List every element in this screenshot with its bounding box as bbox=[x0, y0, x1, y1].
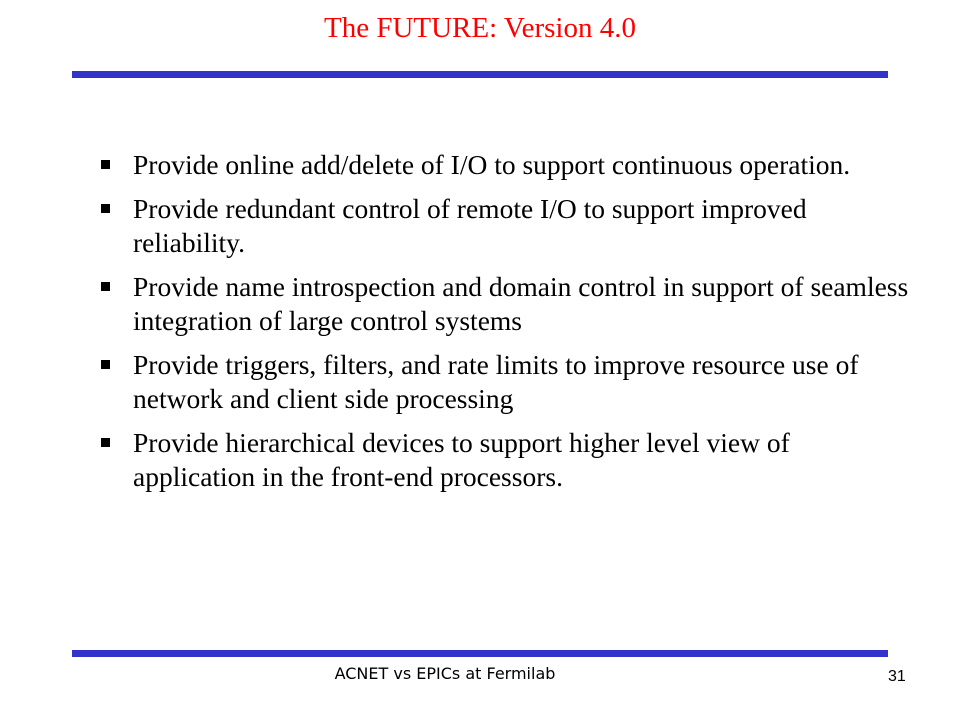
square-bullet-icon bbox=[101, 204, 110, 213]
square-bullet-icon bbox=[101, 360, 110, 369]
footer-text: ACNET vs EPICs at Fermilab bbox=[334, 664, 556, 683]
bullet-item bbox=[95, 192, 915, 260]
bullet-text: Provide triggers, filters, and rate limits to improve resource use of network and client side processing bbox=[133, 349, 859, 414]
top-divider bbox=[72, 71, 888, 78]
bullet-text: Provide redundant control of remote I/O to support improved reliability. bbox=[133, 193, 807, 258]
bullet-item bbox=[95, 426, 915, 494]
bullet-item bbox=[95, 270, 915, 338]
square-bullet-icon bbox=[101, 160, 110, 169]
bullet-text: Provide name introspection and domain control in support of seamless integration of large control systems bbox=[133, 271, 909, 336]
bullet-list bbox=[95, 148, 915, 504]
slide-title: The FUTURE: Version 4.0 bbox=[323, 12, 636, 44]
bullet-item bbox=[95, 148, 915, 182]
square-bullet-icon bbox=[101, 282, 110, 291]
bullet-text: Provide hierarchical devices to support higher level view of application in the front-end processors. bbox=[133, 427, 790, 492]
page-number: 31 bbox=[888, 668, 906, 685]
bullet-text: Provide online add/delete of I/O to support continuous operation. bbox=[133, 149, 851, 180]
bullet-item bbox=[95, 348, 915, 416]
square-bullet-icon bbox=[101, 438, 110, 447]
footer bbox=[0, 664, 960, 683]
bottom-divider bbox=[72, 650, 888, 657]
